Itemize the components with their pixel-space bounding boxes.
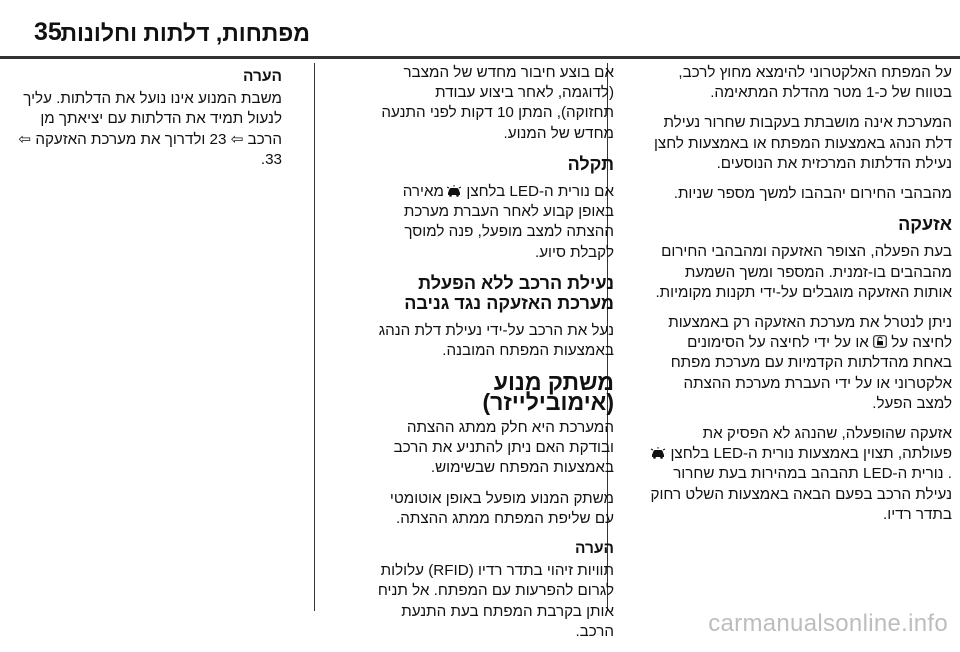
text-segment: . נורית ה-LED תהבהב במהירות בעת שחרור נעילת הרכב בפעם הבאה באמצעות השלט רחוק בתדר רדיו.: [650, 465, 952, 523]
page-header: [0, 0, 960, 60]
text-segment: משבת המנוע אינו נועל את הדלתות. עליך לנעול תמיד את הדלתות עם יציאתך מן הרכב: [23, 90, 282, 148]
paragraph: מהבהבי החירום יהבהבו למשך מספר שניות.: [673, 185, 952, 203]
reference-arrow-icon: ⇦: [230, 130, 244, 148]
paragraph: [650, 313, 952, 414]
paragraph: המערכת היא חלק ממתג ההצתה ובודקת האם ניתן להתניע את הרכב באמצעות המפתח שבשימוש.: [393, 419, 614, 477]
text-segment: או על ידי לחיצה על הסימונים באחת מהדלתות הקדמיות עם מערכת מפתח אלקטרוני או על ידי העברת מערכת ההצתה למצב הפעל.: [670, 334, 952, 412]
watermark: carmanualsonline.info: [708, 610, 948, 637]
header-rule: [0, 56, 960, 59]
column-right: [650, 63, 952, 535]
text-segment: 23 ולדרוך את מערכת האזעקה: [35, 130, 227, 148]
paragraph: [12, 89, 282, 170]
page-number: 35: [34, 18, 62, 46]
paragraph: על המפתח האלקטרוני להימצא מחוץ לרכב, בטווח של כ-1 מטר מהדלת המתאימה.: [678, 64, 952, 102]
note-heading: הערה: [575, 540, 614, 558]
text-segment: ניתן לנטרל את מערכת האזעקה רק באמצעות לחיצה על: [668, 314, 952, 352]
text-segment: 33.: [260, 150, 282, 168]
column-divider: [314, 63, 315, 611]
running-title: מפתחות, דלתות וחלונות: [60, 20, 310, 46]
note-heading: הערה: [243, 68, 282, 85]
paragraph: תוויות זיהוי בתדר רדיו (RFID) עלולות לגרום להפרעות עם המפתח. אל תניח אותן בקרבת המפתח בעת התנעת הרכב.: [377, 562, 614, 640]
section-heading-immobiliser: משתק מנוע (אימובילייזר): [482, 368, 614, 415]
column-middle: [376, 63, 614, 652]
section-heading-alarm: אזעקה: [898, 214, 952, 235]
paragraph: המערכת אינה מושבתת בעקבות שחרור נעילת דלת הנהג באמצעות המפתח או באמצעות לחצן נעילת הדלתות המרכזית את הנוסעים.: [653, 114, 952, 172]
column-left: [12, 63, 282, 180]
paragraph: בעת הפעלה, הצופר האזעקה ומהבהבי החירום מהבהבים בו-זמנית. המספר ומשך השמעת אותות האזעקה מוגבלים על-ידי תקנות מקומיות.: [655, 243, 952, 301]
section-heading-lock-without-alarm: נעילת הרכב ללא הפעלת מערכת האזעקה נגד גניבה: [404, 272, 614, 314]
text-segment: מאירה באופן קבוע לאחר העברת מערכת ההצתה למצב מופעל, פנה למוסך לקבלת סיוע.: [402, 183, 614, 261]
text-segment: אם נורית ה-LED בלחצן: [466, 183, 614, 201]
paragraph: נעל את הרכב על-ידי נעילת דלת הנהג באמצעות המפתח המובנה.: [378, 322, 614, 360]
alarm-car-icon: [652, 445, 666, 457]
text-segment: אזעקה שהופעלה, שהנהג לא הפסיק את פעולתה, תצוין באמצעות נורית ה-LED בלחצן: [670, 425, 952, 463]
paragraph: משתק המנוע מופעל באופן אוטומטי עם שליפת המפתח ממתג ההצתה.: [389, 489, 614, 527]
paragraph: [650, 424, 952, 525]
unlock-icon: [873, 334, 887, 346]
alarm-car-icon: [448, 183, 462, 195]
section-heading-fault: תקלה: [567, 153, 614, 174]
paragraph: אם בוצע חיבור מחדש של המצבר (לדוגמה, לאחר ביצוע עבודת תחזוקה), המתן 10 דקות לפני התנעה מחדש של המנוע.: [381, 64, 614, 142]
paragraph: [376, 182, 614, 263]
reference-arrow-icon: ⇦: [18, 130, 32, 148]
